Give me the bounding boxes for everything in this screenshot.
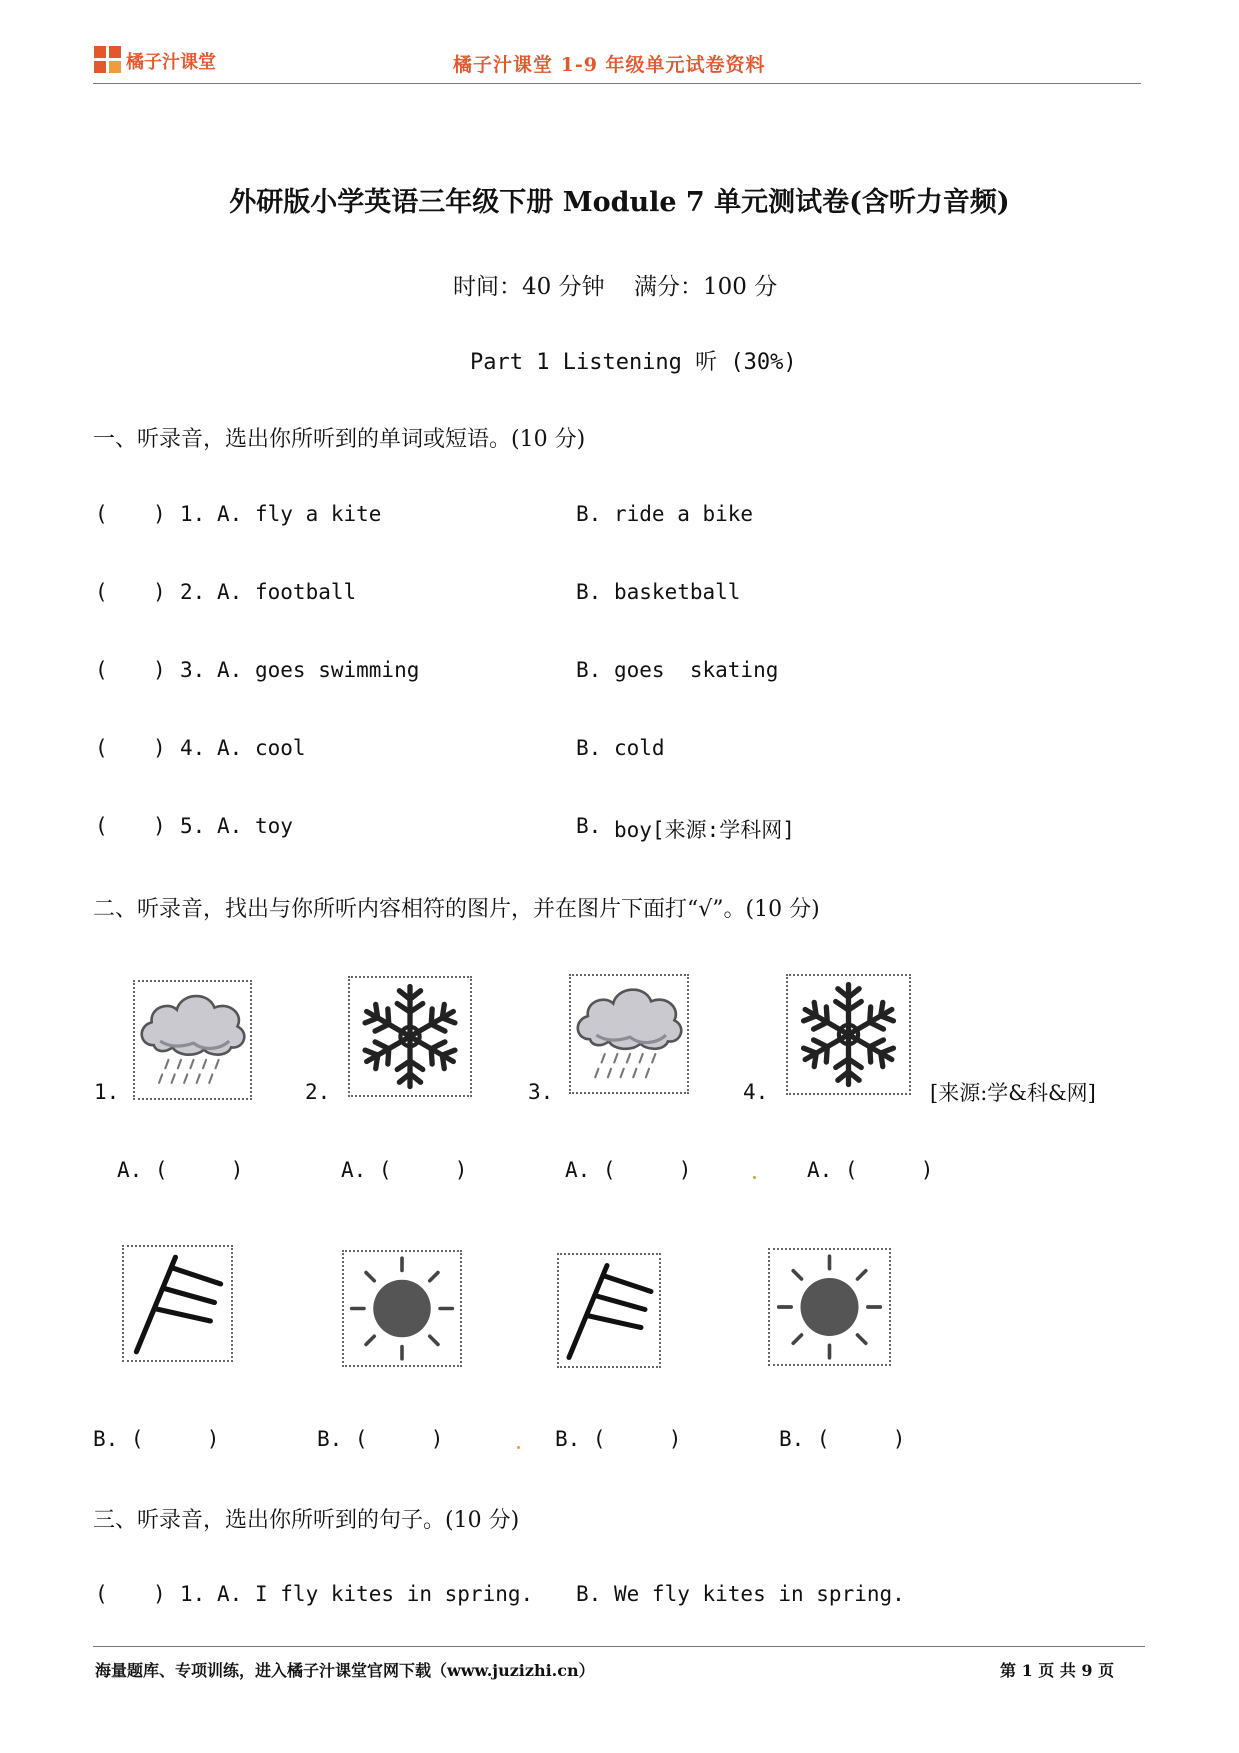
answer-blank[interactable]: ) [153,580,166,604]
page-title: 外研版小学英语三年级下册 Module 7 单元测试卷(含听力音频) [229,187,1010,218]
logo-text: 橘子汁课堂 [126,52,216,73]
wind-icon[interactable] [122,1245,233,1362]
sun-icon[interactable] [768,1248,891,1366]
logo [94,46,122,74]
answer-blank[interactable]: ) [153,502,166,526]
snowflake-icon[interactable] [348,976,472,1097]
answer-open-paren: ( [95,1582,108,1606]
answer-blank[interactable]: ) [153,736,166,760]
answer-b-2[interactable]: B. ( ) [317,1427,444,1451]
picture-number-2: 2. [305,1080,331,1104]
section2-heading: 二、听录音，找出与你所听内容相符的图片，并在图片下面打“√”。(10 分) [93,897,820,922]
page-number: 第 1 页 共 9 页 [1000,1661,1115,1680]
answer-open-paren: ( [95,814,108,838]
question-number: 1. [180,502,206,526]
answer-b-3[interactable]: B. ( ) [555,1427,682,1451]
option-b-label: B. [576,736,602,760]
answer-blank[interactable]: ) [153,658,166,682]
option-a-label: A. [217,658,243,682]
answer-a-4[interactable]: A. ( ) [807,1158,934,1182]
question-number: 1. [180,1582,206,1606]
sun-icon[interactable] [342,1250,462,1367]
answer-b-4[interactable]: B. ( ) [779,1427,906,1451]
question-number: 4. [180,736,206,760]
picture-number-1: 1. [94,1080,120,1104]
picture-number-3: 3. [528,1080,554,1104]
option-b: goes skating [614,658,779,682]
option-b: cold [614,736,665,760]
answer-blank[interactable]: ) [153,1582,166,1606]
source-note: [来源:学&科&网] [930,1081,1096,1105]
option-a-label: A. [217,736,243,760]
option-a: toy [255,814,293,838]
answer-a-3[interactable]: A. ( ) [565,1158,692,1182]
option-b-label: B. [576,814,602,838]
answer-open-paren: ( [95,736,108,760]
header-title: 橘子汁课堂 1-9 年级单元试卷资料 [453,54,766,76]
option-b-label: B. [576,502,602,526]
option-a: goes swimming [255,658,420,682]
section1-heading: 一、听录音，选出你所听到的单词或短语。(10 分) [93,427,586,452]
answer-open-paren: ( [95,580,108,604]
logo-icon [94,46,122,74]
option-a-label: A. [217,1582,243,1606]
option-a: cool [255,736,306,760]
rain-cloud-icon[interactable] [569,974,689,1094]
option-b: We fly kites in spring. [614,1582,905,1606]
decorative-dot [753,1176,756,1179]
option-a: fly a kite [255,502,382,526]
answer-open-paren: ( [95,658,108,682]
answer-a-1[interactable]: A. ( ) [117,1158,244,1182]
exam-time: 时间：40 分钟 [453,274,605,300]
exam-score: 满分：100 分 [634,274,778,300]
option-a: football [255,580,357,604]
decorative-dot [517,1446,520,1449]
section3-heading: 三、听录音，选出你所听到的句子。(10 分) [93,1508,520,1533]
option-b: boy[来源:学科网] [614,818,795,842]
option-a: I fly kites in spring. [255,1582,534,1606]
question-number: 5. [180,814,206,838]
question-number: 3. [180,658,206,682]
header-divider [93,83,1141,84]
option-a-label: A. [217,580,243,604]
option-b-label: B. [576,658,602,682]
snowflake-icon[interactable] [786,974,911,1095]
option-b: basketball [614,580,741,604]
answer-a-2[interactable]: A. ( ) [341,1158,468,1182]
picture-number-4: 4. [743,1080,769,1104]
option-b: ride a bike [614,502,754,526]
footer-divider [93,1646,1145,1647]
part-heading: Part 1 Listening 听 (30%) [470,350,797,375]
option-a-label: A. [217,814,243,838]
footer-promo: 海量题库、专项训练，进入橘子汁课堂官网下载（www.juzizhi.cn） [95,1661,595,1680]
option-b-label: B. [576,1582,602,1606]
answer-blank[interactable]: ) [153,814,166,838]
question-number: 2. [180,580,206,604]
wind-icon[interactable] [557,1253,661,1368]
answer-open-paren: ( [95,502,108,526]
option-b-label: B. [576,580,602,604]
answer-b-1[interactable]: B. ( ) [93,1427,220,1451]
rain-cloud-icon[interactable] [133,980,252,1100]
option-a-label: A. [217,502,243,526]
